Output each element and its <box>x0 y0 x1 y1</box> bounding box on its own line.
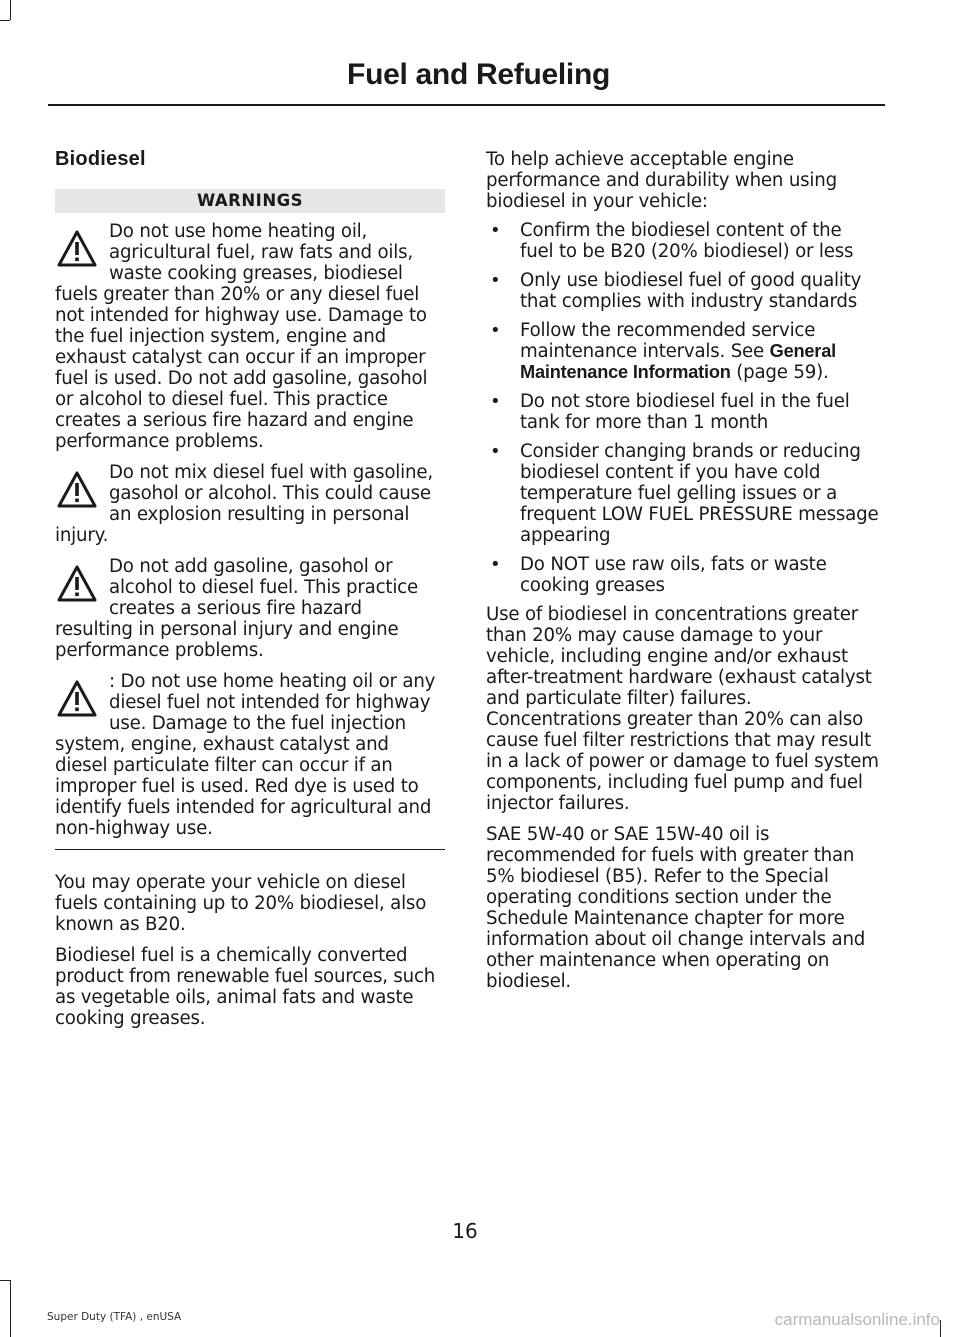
maintenance-text: Follow the recommended service maintenance intervals. See <box>520 320 816 362</box>
paragraph-b20: You may operate your vehicle on diesel fuels containing up to 20% biodiesel, also known as B20. <box>55 872 427 935</box>
warnings-end-rule <box>55 849 445 850</box>
crop-mark-bottom-left-h <box>0 1280 10 1281</box>
biodiesel-tips-list <box>486 220 880 596</box>
warning-3 <box>55 556 445 661</box>
list-item-text: Do not store biodiesel fuel in the fuel tank for more than 1 month <box>520 391 850 433</box>
warning-triangle-icon <box>57 564 97 604</box>
list-item-text: Confirm the biodiesel content of the fuel to be B20 (20% biodiesel) or less <box>520 220 854 262</box>
warning-4 <box>55 671 445 839</box>
warning-2 <box>55 462 445 546</box>
section-title: Biodiesel <box>55 148 146 170</box>
page-number: 16 <box>452 1219 478 1243</box>
bullet-dot: • <box>490 554 501 575</box>
list-item <box>486 220 880 262</box>
list-item <box>486 391 880 433</box>
bullet-dot: • <box>490 320 501 341</box>
bullet-dot: • <box>490 391 501 412</box>
warning-triangle-icon <box>57 470 97 510</box>
list-item <box>486 554 880 596</box>
page-header-title: Fuel and Refueling <box>347 58 610 91</box>
warning-text-3: Do not add gasoline, gasohol or alcohol to diesel fuel. This practice creates a serious fire hazard resulting in personal injury and engine performance problems. <box>55 556 418 661</box>
bullet-dot: • <box>490 220 501 241</box>
paragraph-biodiesel-definition: Biodiesel fuel is a chemically converted product from renewable fuel sources, such as vegetable oils, animal fats and waste cooking greases. <box>55 945 436 1029</box>
right-intro: To help achieve acceptable engine performance and durability when using biodiesel in your vehicle: <box>486 149 837 212</box>
right-column <box>486 149 880 1002</box>
list-item <box>486 441 880 546</box>
bullet-dot: • <box>490 441 501 462</box>
list-item-text <box>520 320 880 383</box>
bullet-dot: • <box>490 270 501 291</box>
crop-mark-top-left-h <box>0 20 10 21</box>
footer-edition: Super Duty (TFA) , enUSA <box>47 1311 182 1323</box>
crop-mark-bottom-left <box>10 1280 11 1337</box>
page-reference: (page 59). <box>730 362 829 383</box>
warning-text-4: : Do not use home heating oil or any diesel fuel not intended for highway use. Damage to the fuel injection system, engine, exhaust catalyst and diesel particulate filter can occur if an improper fuel is used. Red dye is used to identify fuels intended for agricultural and non-highway use. <box>55 671 436 839</box>
watermark: carmanualsonline.info <box>774 1310 940 1329</box>
warning-text-2: Do not mix diesel fuel with gasoline, gasohol or alcohol. This could cause an explosion resulting in personal injury. <box>55 462 433 546</box>
warning-triangle-icon <box>57 229 97 269</box>
warning-text-1: Do not use home heating oil, agricultural fuel, raw fats and oils, waste cooking greases, biodiesel fuels greater than 20% or any diesel fuel not intended for highway use. Damage to the fuel injection system, engine and exhaust catalyst can occur if an improper fuel is used. Do not add gasoline, gasohol or alcohol to diesel fuel. This practice creates a serious fire hazard and engine performance problems. <box>55 221 428 452</box>
header-rule <box>48 104 885 106</box>
warnings-header: WARNINGS <box>55 189 445 213</box>
general-maintenance-link[interactable]: General Maintenance Information <box>520 341 836 382</box>
list-item <box>486 320 880 383</box>
paragraph-oil-recommendation: SAE 5W-40 or SAE 15W-40 oil is recommended for fuels with greater than 5% biodiesel (B5). Refer to the Special operating conditions section under the Schedule Maintenance chapter for more information about oil change intervals and other maintenance when operating on biodiesel. <box>486 824 866 992</box>
left-column <box>55 140 445 1039</box>
warning-1 <box>55 221 445 452</box>
paragraph-concentration-warning: Use of biodiesel in concentrations greater than 20% may cause damage to your vehicle, including engine and/or exhaust after-treatment hardware (exhaust catalyst and particulate filter) failures. Concentrations greater than 20% can also cause fuel filter restrictions that may result in a lack of power or damage to fuel system components, including fuel pump and fuel injector failures. <box>486 604 879 814</box>
list-item-text: Consider changing brands or reducing biodiesel content if you have cold temperature fuel gelling issues or a frequent LOW FUEL PRESSURE message appearing <box>520 441 879 546</box>
crop-mark-bottom-right <box>940 1320 941 1337</box>
crop-mark-top-left <box>10 0 11 20</box>
warning-triangle-icon <box>57 679 97 719</box>
list-item-text: Only use biodiesel fuel of good quality that complies with industry standards <box>520 270 862 312</box>
list-item <box>486 270 880 312</box>
list-item-text: Do NOT use raw oils, fats or waste cooking greases <box>520 554 827 596</box>
